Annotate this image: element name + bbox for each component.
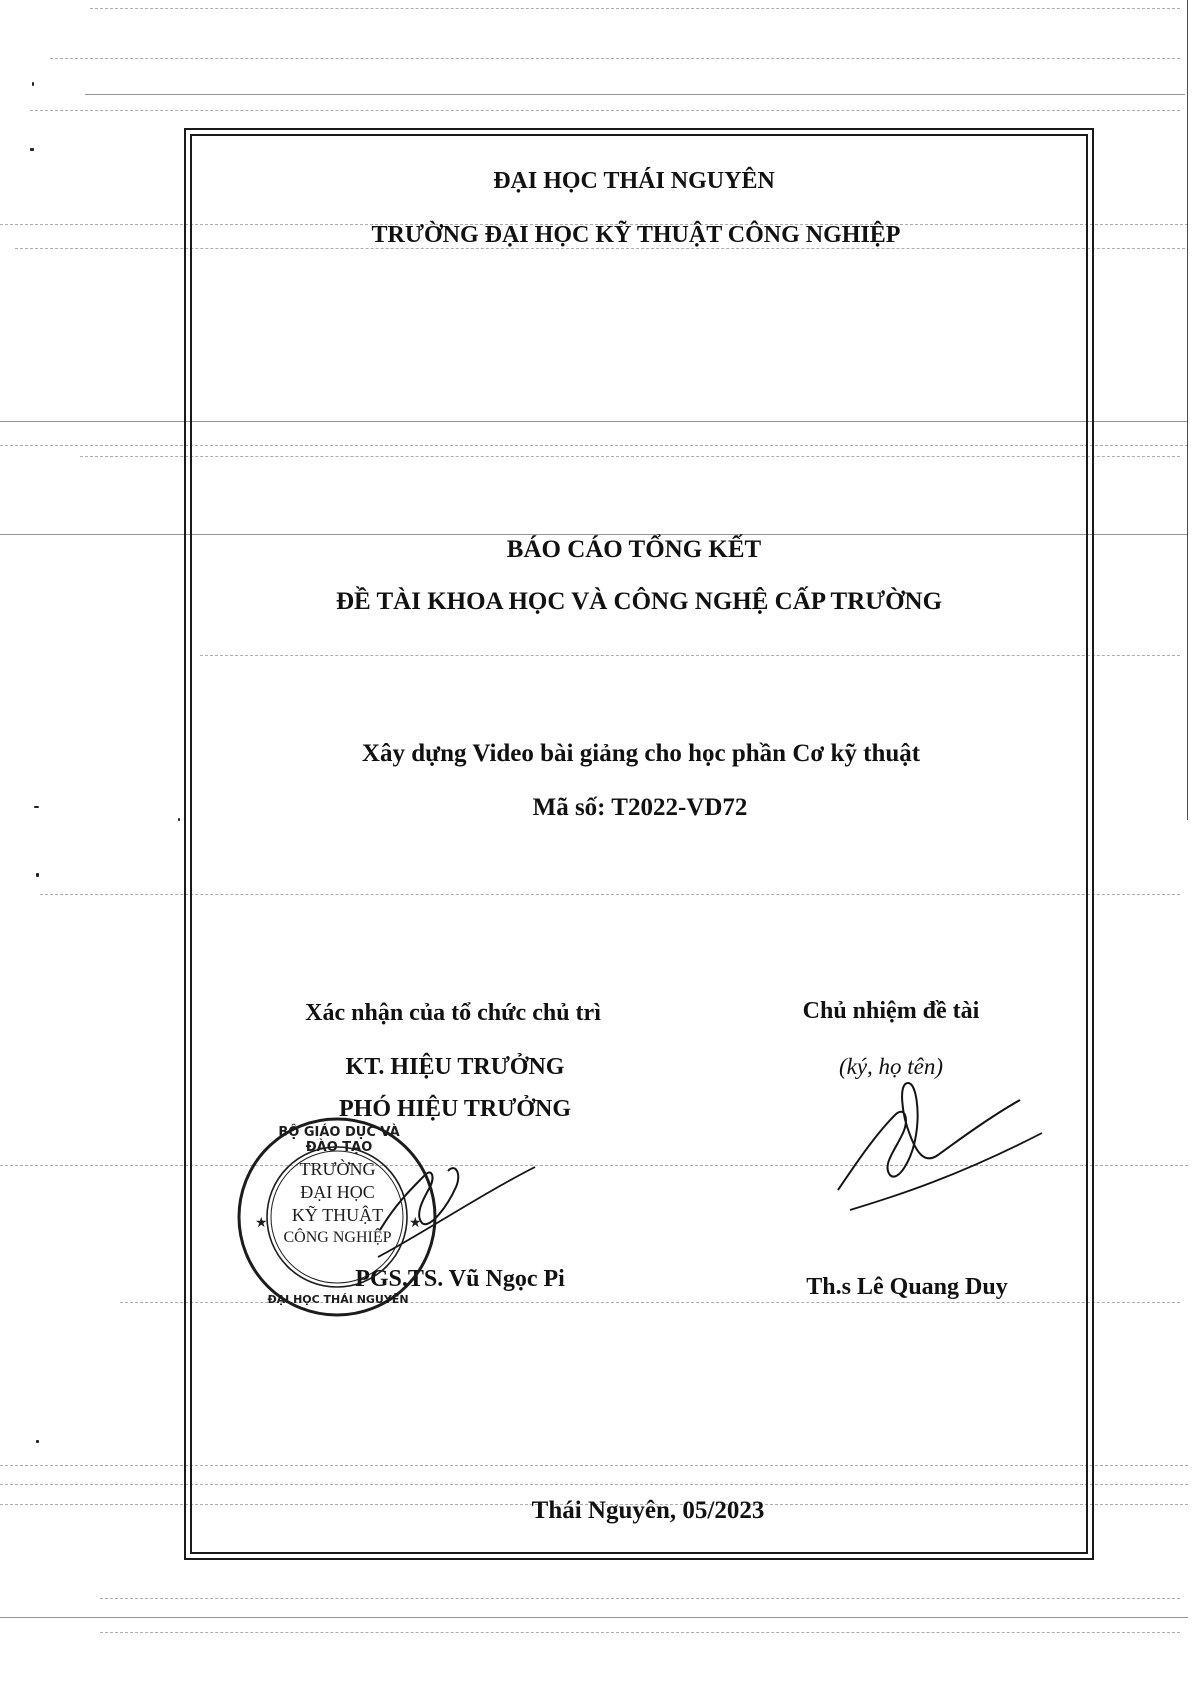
right-signatory-name: Th.s Lê Quang Duy — [806, 1274, 1008, 1300]
left-signatory-name: PGS.TS. Vũ Ngọc Pi — [355, 1266, 565, 1292]
signature-right — [820, 1075, 1050, 1215]
left-signature-heading: Xác nhận của tổ chức chủ trì — [305, 1000, 601, 1026]
stamp-bottom-text: ĐẠI HỌC THÁI NGUYÊN — [267, 1293, 409, 1306]
svg-text:★: ★ — [255, 1216, 268, 1231]
left-signature-role2: PHÓ HIỆU TRƯỞNG — [338, 1096, 572, 1122]
report-level: ĐỀ TÀI KHOA HỌC VÀ CÔNG NGHỆ CẤP TRƯỜNG — [335, 588, 943, 615]
place-date: Thái Nguyên, 05/2023 — [531, 1497, 765, 1524]
svg-text:★: ★ — [409, 1216, 422, 1231]
left-signature-role1: KT. HIỆU TRƯỞNG — [345, 1054, 565, 1080]
report-type: BÁO CÁO TỔNG KẾT — [506, 536, 762, 563]
right-signature-heading: Chủ nhiệm đề tài — [802, 998, 980, 1024]
university-name: ĐẠI HỌC THÁI NGUYÊN — [493, 168, 775, 194]
page-border-inner — [190, 134, 1088, 1554]
report-title: Xây dựng Video bài giảng cho học phần Cơ kỹ thuật — [361, 740, 921, 767]
report-code: Mã số: T2022-VD72 — [532, 794, 748, 821]
stamp-center-line-4: CÔNG NGHIỆP — [283, 1229, 392, 1246]
stamp-ring-text: BỘ GIÁO DỤC VÀ ĐÀO TẠO — [278, 1125, 400, 1155]
school-name: TRƯỜNG ĐẠI HỌC KỸ THUẬT CÔNG NGHIỆP — [371, 222, 901, 248]
official-stamp — [235, 1115, 440, 1320]
stamp-center-line-2: ĐẠI HỌC — [300, 1182, 375, 1202]
stamp-center-line-1: TRƯỜNG — [299, 1159, 376, 1179]
right-signature-note: (ký, họ tên) — [838, 1054, 944, 1079]
stamp-center-line-3: KỸ THUẬT — [291, 1205, 384, 1225]
